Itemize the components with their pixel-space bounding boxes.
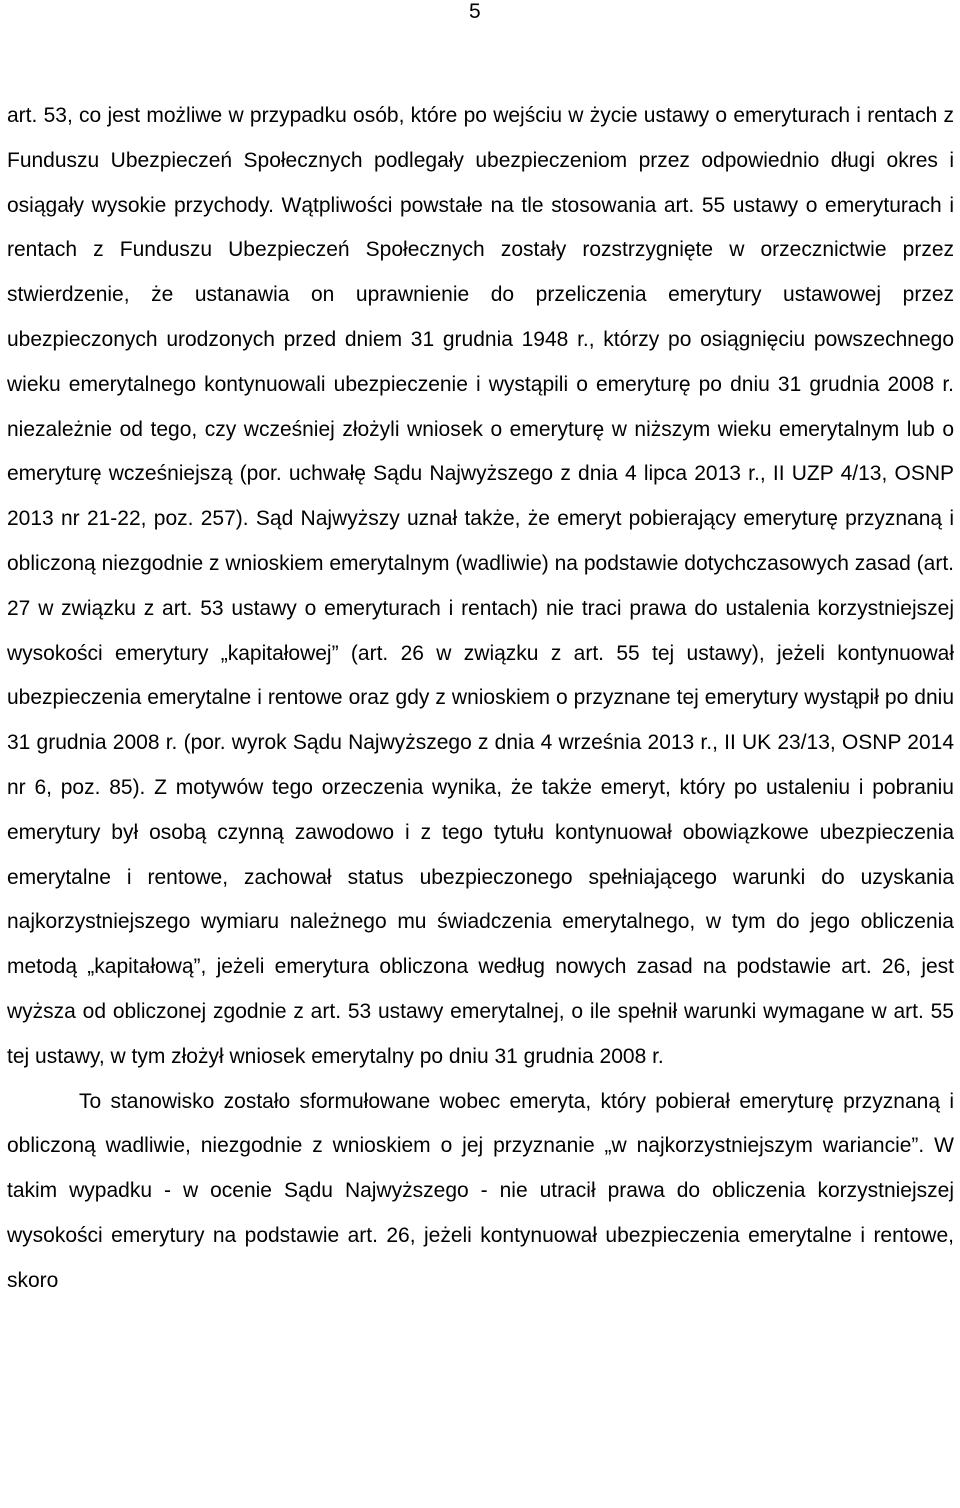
page-number: 5 (469, 0, 481, 23)
paragraph-1: art. 53, co jest możliwe w przypadku osób, które po wejściu w życie ustawy o emeryturach i rentach z Funduszu Ubezpieczeń Społecznych podlegały ubezpieczeniom przez odpowiednio długi okres i osiągały wysokie przychody. Wątpliwości powstałe na tle stosowania art. 55 ustawy o emeryturach i rentach z Funduszu Ubezpieczeń Społecznych zostały rozstrzygnięte w orzecznictwie przez stwierdzenie, że ustanawia on uprawnienie do przeliczenia emerytury ustawowej przez ubezpieczonych urodzonych przed dniem 31 grudnia 1948 r., którzy po osiągnięciu powszechnego wieku emerytalnego kontynuowali ubezpieczenie i wystąpili o emeryturę po dniu 31 grudnia 2008 r. niezależnie od tego, czy wcześniej złożyli wniosek o emeryturę w niższym wieku emerytalnym lub o emeryturę wcześniejszą (por. uchwałę Sądu Najwyższego z dnia 4 lipca 2013 r., II UZP 4/13, OSNP 2013 nr 21-22, poz. 257). Sąd Najwyższy uznał także, że emeryt pobierający emeryturę przyznaną i obliczoną niezgodnie z wnioskiem emerytalnym (wadliwie) na podstawie dotychczasowych zasad (art. 27 w związku z art. 53 ustawy o emeryturach i rentach) nie traci prawa do ustalenia korzystniejszej wysokości emerytury „kapitałowej” (art. 26 w związku z art. 55 tej ustawy), jeżeli kontynuował ubezpieczenia emerytalne i rentowe oraz gdy z wnioskiem o przyznane tej emerytury wystąpił po dniu 31 grudnia 2008 r. (por. wyrok Sądu Najwyższego z dnia 4 września 2013 r., II UK 23/13, OSNP 2014 nr 6, poz. 85). Z motywów tego orzeczenia wynika, że także emeryt, który po ustaleniu i pobraniu emerytury był osobą czynną zawodowo i z tego tytułu kontynuował obowiązkowe ubezpieczenia emerytalne i rentowe, zachował status ubezpieczonego spełniającego warunki do uzyskania najkorzystniejszego wymiaru należnego mu świadczenia emerytalnego, w tym do jego obliczenia metodą „kapitałową”, jeżeli emerytura obliczona według nowych zasad na podstawie art. 26, jest wyższa od obliczonej zgodnie z art. 53 ustawy emerytalnej, o ile spełnił warunki wymagane w art. 55 tej ustawy, w tym złożył wniosek emerytalny po dniu 31 grudnia 2008 r. (7, 104, 954, 1068)
paragraph-2: To stanowisko zostało sformułowane wobec emeryta, który pobierał emeryturę przyznaną i obliczoną wadliwie, niezgodnie z wnioskiem o jej przyznanie „w najkorzystniejszym wariancie”. W takim wypadku - w ocenie Sądu Najwyższego - nie utracił prawa do obliczenia korzystniejszej wysokości emerytury na podstawie art. 26, jeżeli kontynuował ubezpieczenia emerytalne i rentowe, skoro (7, 1089, 954, 1292)
document-body (7, 94, 954, 1304)
